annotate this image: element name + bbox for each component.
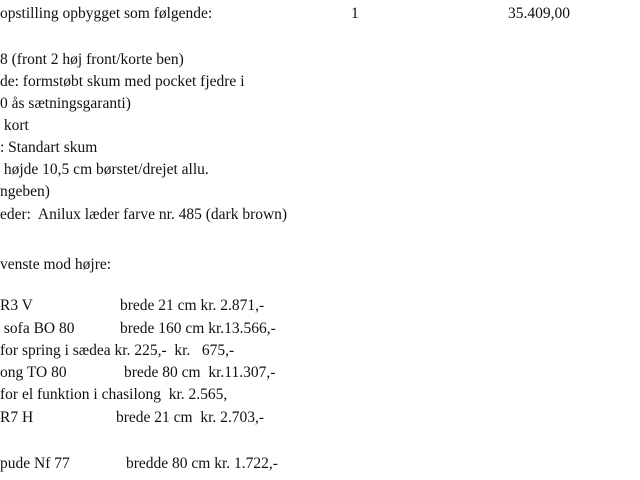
module-addon: for spring i sædea kr. 225,- kr. 675,- [0,342,235,359]
header-quantity: 1 [351,5,359,22]
module-spec: brede 21 cm kr. 2.871,- [120,297,265,314]
module-spec: brede 160 cm kr.13.566,- [120,320,276,337]
header-amount: 35.409,00 [508,5,570,22]
spec-line-seat: de: formstøbt skum med pocket fjedre i [0,73,245,90]
module-name: ong TO 80 [0,364,67,381]
module-addon: for el funktion i chasilong kr. 2.565, [0,386,228,403]
spec-line-legs: højde 10,5 cm børstet/drejet allu. [0,161,209,178]
spec-line-back: : Standart skum [0,139,98,156]
spec-line-guarantee: 0 ås sætningsgaranti) [0,95,131,112]
module-name: R3 V [0,297,33,314]
spec-line-leather: eder: Anilux læder farve nr. 485 (dark brown) [0,206,288,223]
module-spec: brede 80 cm kr.11.307,- [124,364,276,381]
spec-line-frame: 8 (front 2 høj front/korte ben) [0,51,184,68]
spec-line-depth: kort [0,117,29,134]
spec-line-legs-note: ngeben) [0,183,50,200]
module-spec: brede 21 cm kr. 2.703,- [116,409,265,426]
direction-note: venste mod højre: [0,256,112,273]
extra-name: pude Nf 77 [0,455,70,472]
module-name: R7 H [0,409,34,426]
module-name: sofa BO 80 [0,320,75,337]
extra-spec: bredde 80 cm kr. 1.722,- [126,455,278,472]
header-text: opstilling opbygget som følgende: [0,5,213,22]
